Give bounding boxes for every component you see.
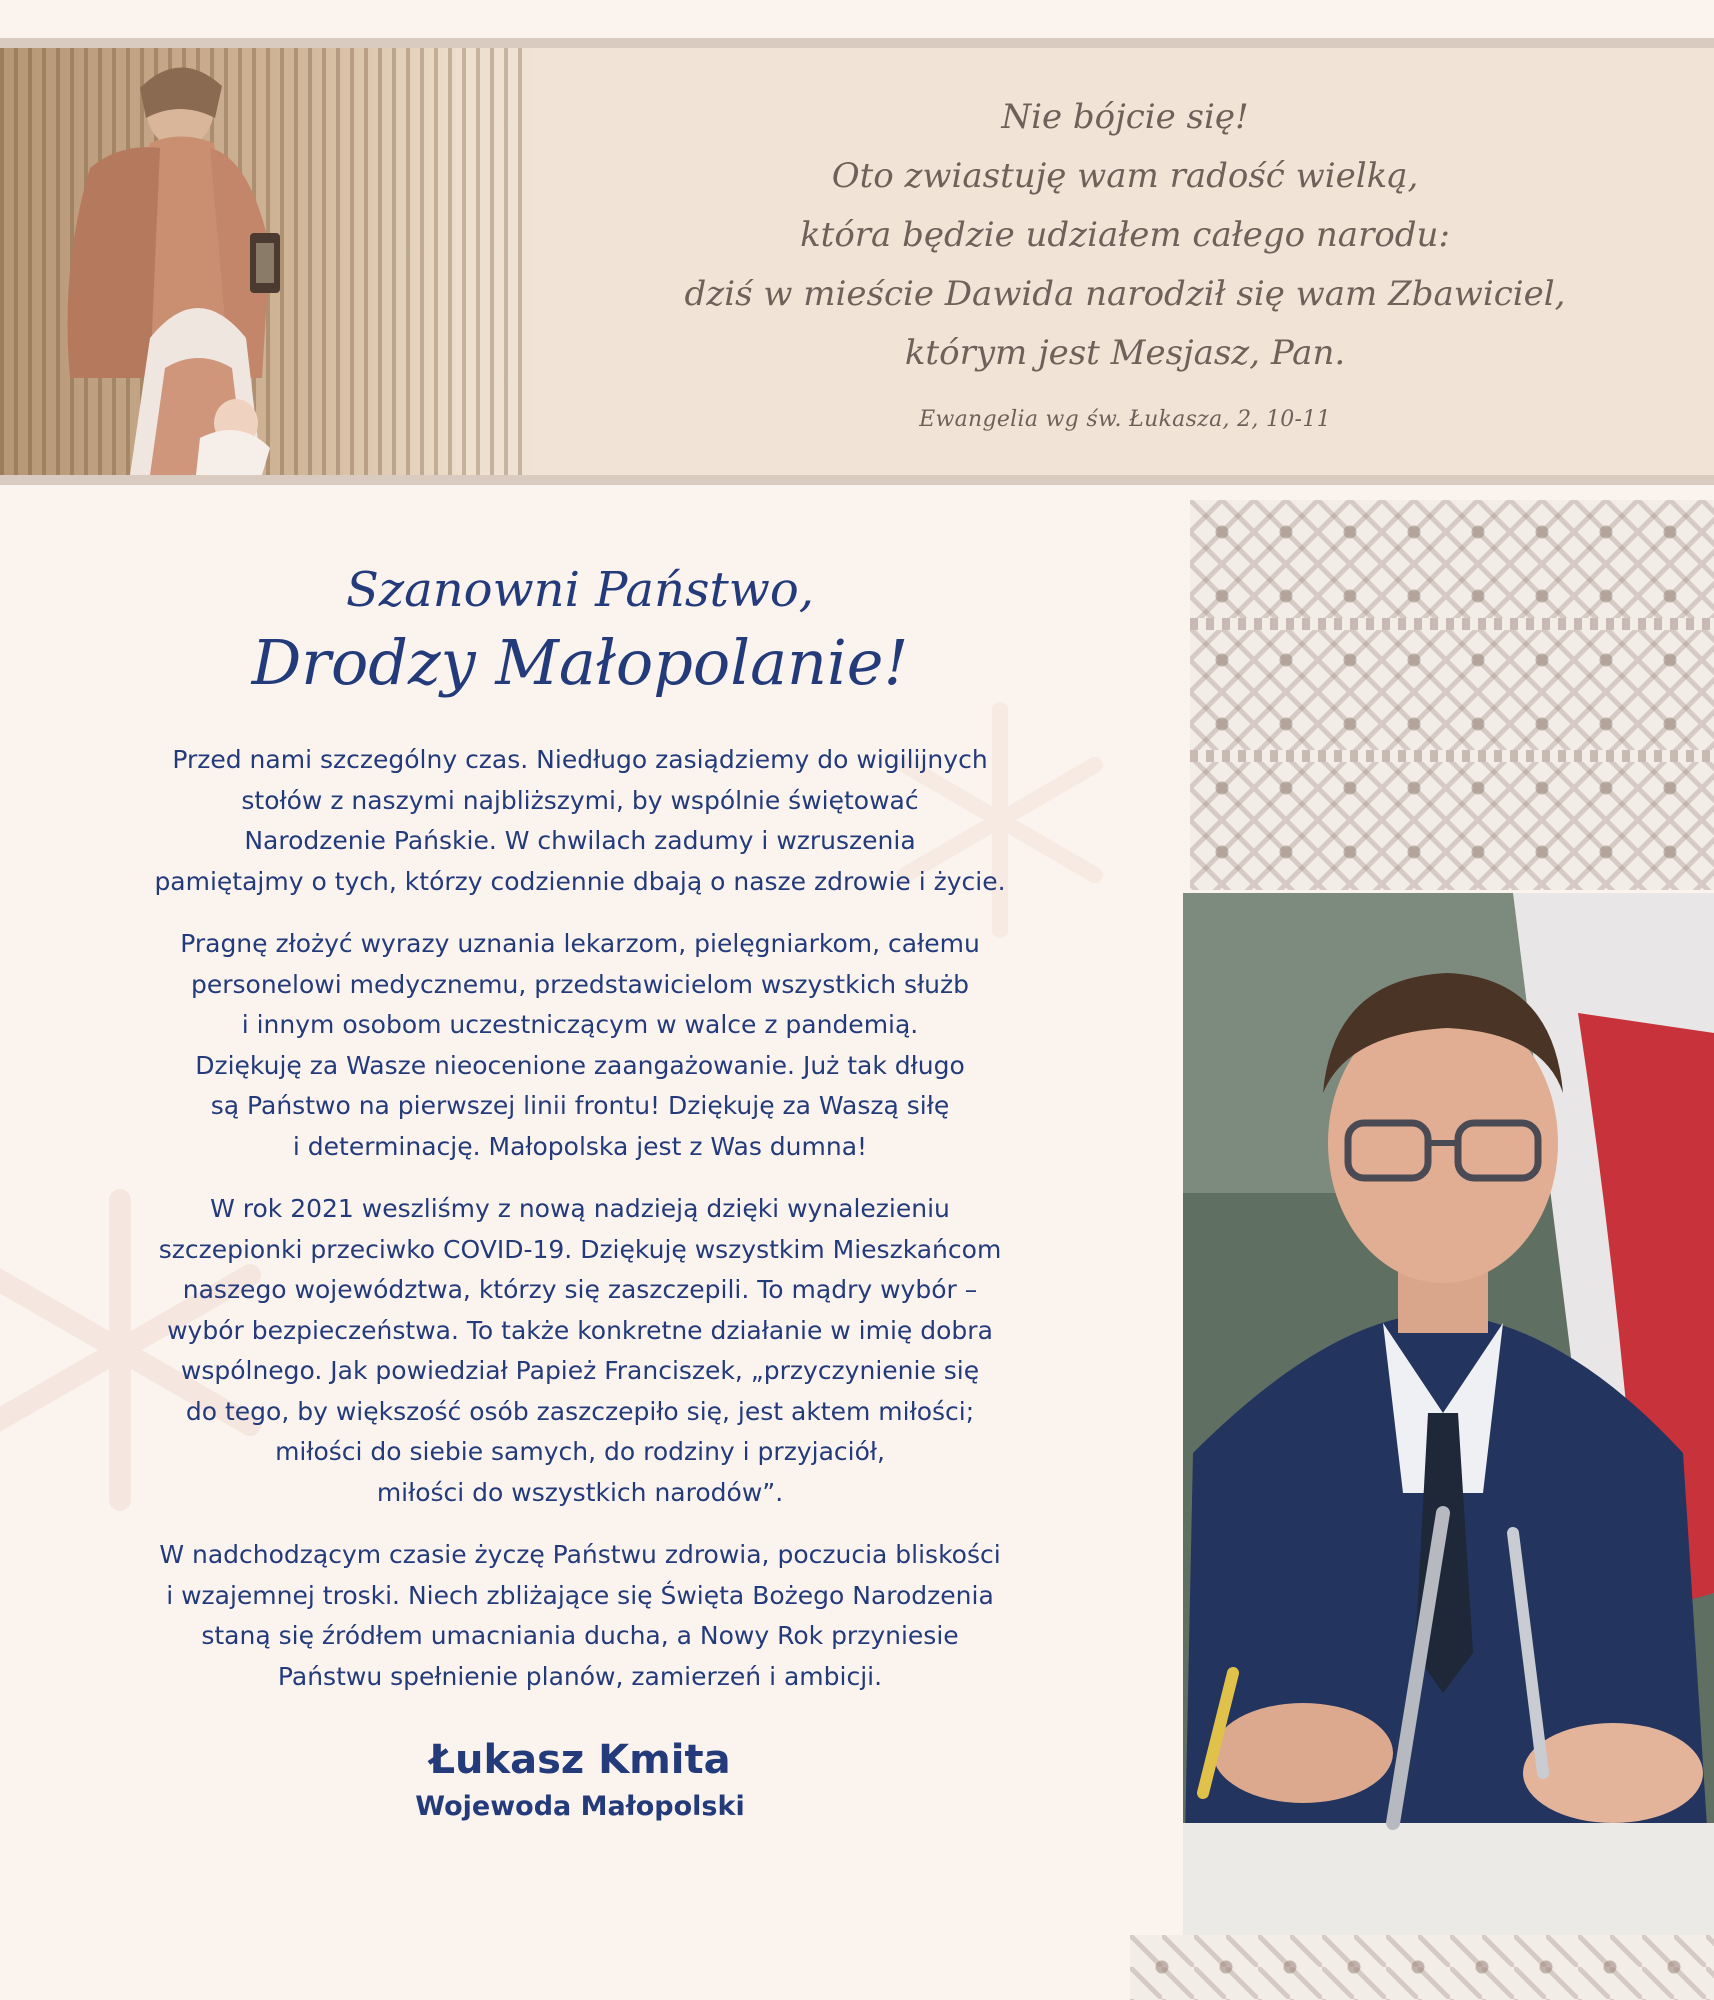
- text-line: pamiętajmy o tych, którzy codziennie dbają o nasze zdrowie i życie.: [154, 866, 1006, 896]
- gospel-quote: [560, 88, 1690, 432]
- text-line: Narodzenie Pańskie. W chwilach zadumy i wzruszenia: [244, 826, 916, 855]
- text-line: Dziękuję za Wasze nieocenione zaangażowanie. Już tak długo: [195, 1050, 965, 1080]
- text-line: wspólnego. Jak powiedział Papież Franciszek, „przyczynienie się: [180, 1356, 980, 1385]
- greeting-line-2: Drodzy Małopolanie!: [251, 626, 909, 699]
- text-line: szczepionki przeciwko COVID-19. Dziękuję wszystkim Mieszkańcom: [158, 1234, 1002, 1264]
- signature-name: Łukasz Kmita: [429, 1737, 731, 1783]
- quote-line: Nie bójcie się!: [1001, 97, 1249, 137]
- folk-pattern-decoration: [1130, 1935, 1714, 2000]
- text-line: Pragnę złożyć wyrazy uznania lekarzom, pielęgniarkom, całemu: [180, 929, 980, 958]
- paragraph: [60, 1535, 1100, 1697]
- header-banner: [0, 38, 1714, 485]
- portrait-image: [1183, 893, 1714, 1935]
- greeting-line-1: Szanowni Państwo,: [345, 562, 815, 618]
- quote-line: która będzie udziałem całego narodu:: [800, 215, 1450, 255]
- text-line: i wzajemnej troski. Niech zbliżające się Święta Bożego Narodzenia: [166, 1580, 994, 1610]
- quote-line: dziś w mieście Dawida narodził się wam Zbawiciel,: [684, 274, 1566, 314]
- pattern-divider: [1190, 750, 1714, 762]
- text-line: i innym osobom uczestniczącym w walce z pandemią.: [241, 1010, 919, 1039]
- text-line: miłości do siebie samych, do rodziny i przyjaciół,: [275, 1437, 885, 1466]
- signature-role: Wojewoda Małopolski: [415, 1791, 745, 1822]
- paragraph: [60, 924, 1100, 1167]
- text-line: Państwu spełnienie planów, zamierzeń i ambicji.: [277, 1661, 883, 1691]
- paragraph: [60, 1189, 1100, 1513]
- quote-line: Oto zwiastuję wam radość wielką,: [831, 156, 1419, 196]
- text-line: W nadchodzącym czasie życzę Państwu zdrowia, poczucia bliskości: [159, 1540, 1001, 1569]
- paragraph: [60, 740, 1100, 902]
- text-line: personelowi medycznemu, przedstawicielom wszystkich służb: [190, 969, 970, 999]
- text-line: W rok 2021 weszliśmy z nową nadzieją dzięki wynalezieniu: [210, 1194, 950, 1223]
- folk-pattern-decoration: [1190, 500, 1714, 890]
- text-line: Przed nami szczególny czas. Niedługo zasiądziemy do wigilijnych: [172, 745, 988, 774]
- letter: [60, 560, 1100, 1822]
- quote-line: którym jest Mesjasz, Pan.: [904, 333, 1346, 373]
- letter-body: [60, 740, 1100, 1697]
- text-line: wybór bezpieczeństwa. To także konkretne działanie w imię dobra: [167, 1315, 993, 1345]
- text-line: staną się źródłem umacniania ducha, a Nowy Rok przyniesie: [201, 1621, 959, 1650]
- nativity-figurine-image: [0, 48, 530, 475]
- pattern-divider: [1190, 618, 1714, 630]
- text-line: miłości do wszystkich narodów”.: [376, 1477, 784, 1507]
- text-line: naszego województwa, którzy się zaszczepili. To mądry wybór –: [182, 1275, 978, 1304]
- quote-source: Ewangelia wg św. Łukasza, 2, 10-11: [919, 407, 1331, 432]
- text-line: stołów z naszymi najbliższymi, by wspólnie świętować: [241, 785, 919, 815]
- text-line: są Państwo na pierwszej linii frontu! Dziękuję za Waszą siłę: [210, 1091, 950, 1120]
- text-line: i determinację. Małopolska jest z Was dumna!: [292, 1131, 868, 1161]
- text-line: do tego, by większość osób zaszczepiło się, jest aktem miłości;: [185, 1396, 975, 1426]
